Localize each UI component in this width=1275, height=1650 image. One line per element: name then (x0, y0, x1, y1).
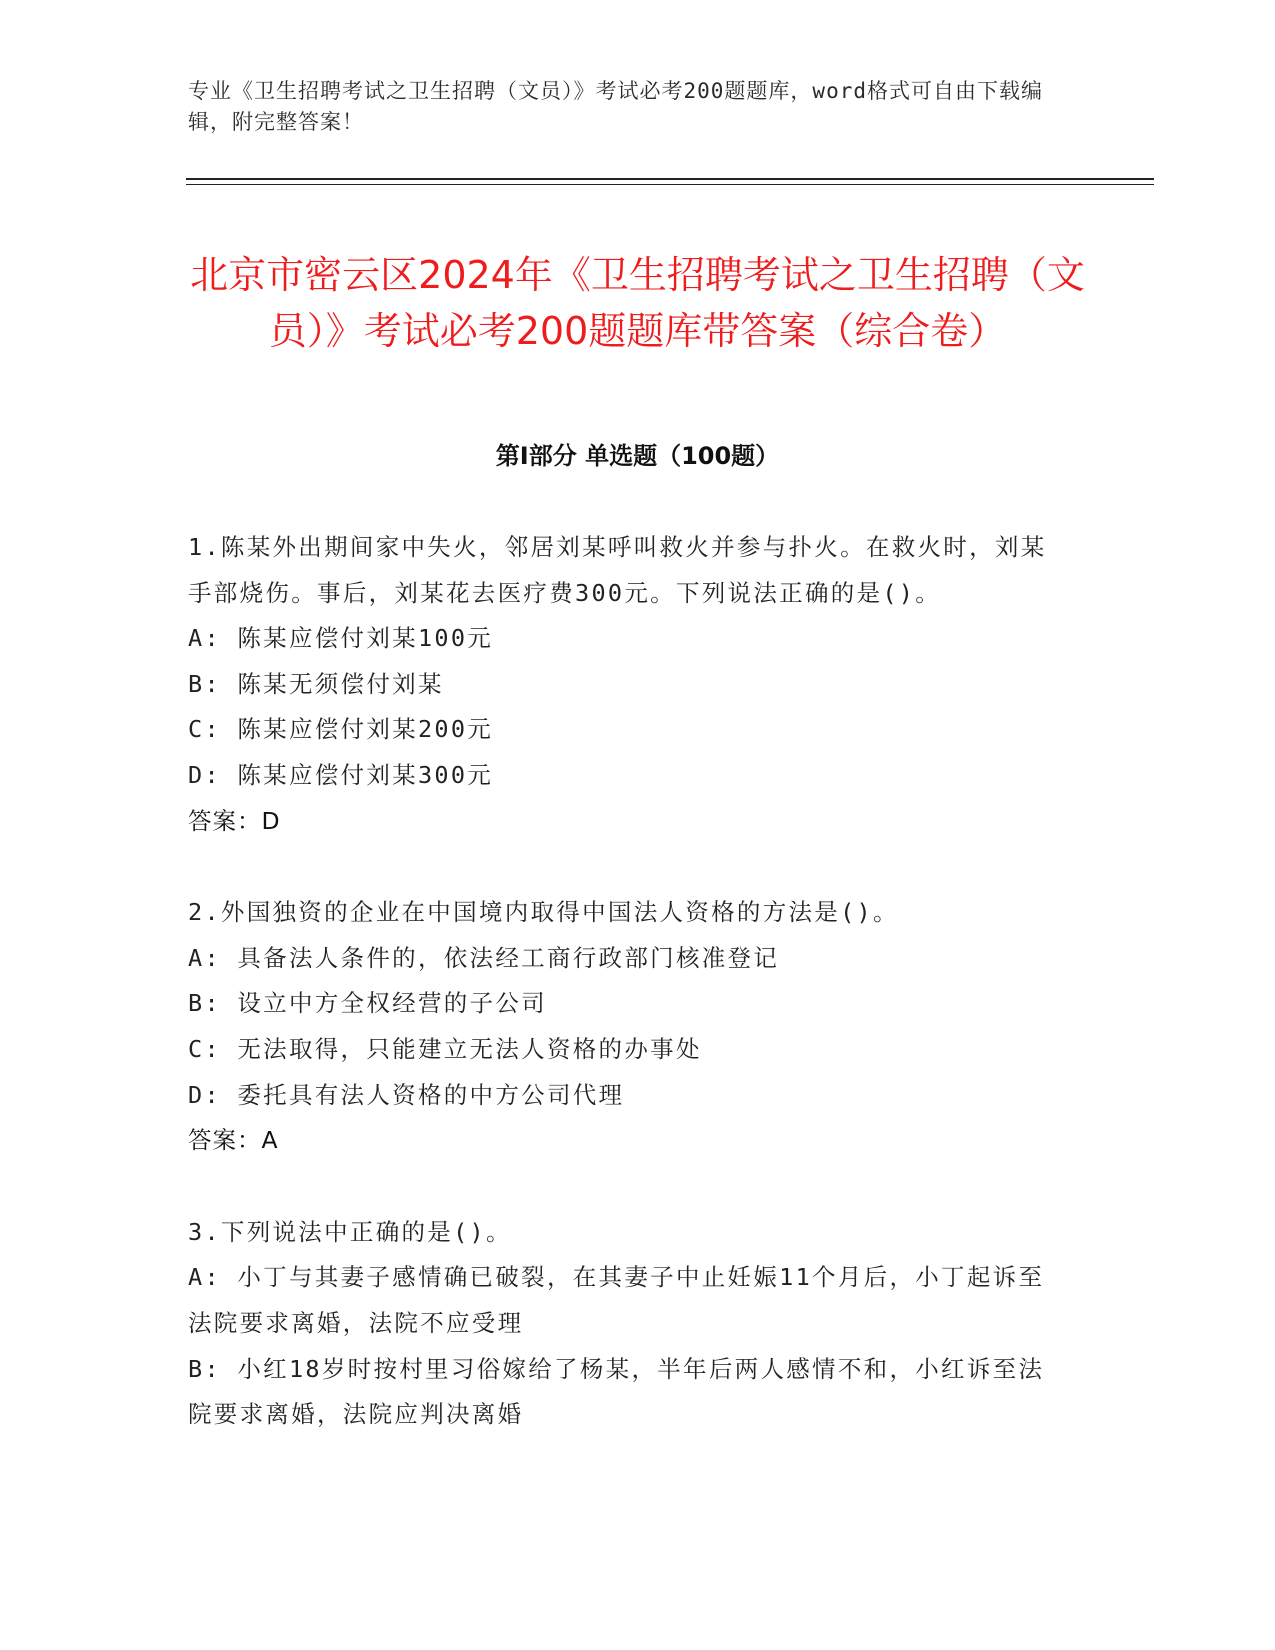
answer: 答案：A (188, 1126, 279, 1155)
header-note: 专业《卫生招聘考试之卫生招聘（文员）》考试必考200题题库，word格式可自由下载编辑，附完整答案！ (188, 79, 1043, 134)
section-title: 第I部分 单选题（100题） (495, 442, 780, 470)
header-rule-thin (186, 184, 1154, 185)
question-stem: 2.外国独资的企业在中国境内取得中国法人资格的方法是()。 (188, 898, 899, 927)
option-d: D: 陈某应偿付刘某300元 (188, 760, 494, 789)
option-d: D: 委托具有法人资格的中方公司代理 (188, 1080, 625, 1109)
option-c: C: 无法取得，只能建立无法人资格的办事处 (188, 1034, 702, 1063)
option-a: A: 小丁与其妻子感情确已破裂，在其妻子中止妊娠11个月后，小丁起诉至法院要求离婚，法院不应受理 (188, 1263, 1045, 1337)
header-rule-thick (186, 178, 1154, 180)
question-3 (188, 1210, 1068, 1438)
question-1 (188, 525, 1068, 844)
question-stem: 3.下列说法中正确的是()。 (188, 1217, 512, 1246)
question-list (188, 525, 1068, 1484)
answer: 答案：D (188, 806, 281, 835)
document-title: 北京市密云区2024年《卫生招聘考试之卫生招聘（文员）》考试必考200题题库带答案（综合卷） (190, 253, 1085, 354)
option-a: A: 具备法人条件的，依法经工商行政部门核准登记 (188, 943, 780, 972)
option-b: B: 小红18岁时按村里习俗嫁给了杨某，半年后两人感情不和，小红诉至法院要求离婚，法院应判决离婚 (188, 1354, 1045, 1429)
option-c: C: 陈某应偿付刘某200元 (188, 715, 494, 744)
question-2 (188, 890, 1068, 1164)
question-stem: 1.陈某外出期间家中失火，邻居刘某呼叫救火并参与扑火。在救火时，刘某手部烧伤。事后，刘某花去医疗费300元。下列说法正确的是()。 (188, 533, 1047, 607)
option-a: A: 陈某应偿付刘某100元 (188, 624, 494, 653)
option-b: B: 设立中方全权经营的子公司 (188, 989, 547, 1018)
option-b: B: 陈某无须偿付刘某 (188, 669, 444, 698)
